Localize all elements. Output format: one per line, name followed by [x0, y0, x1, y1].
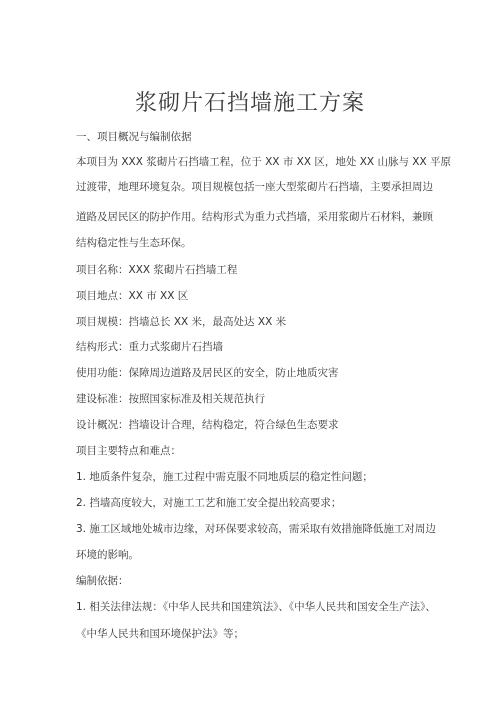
section-heading: 一、项目概况与编制依据: [76, 131, 192, 143]
info-structure-form: 结构形式：重力式浆砌片石挡墙: [76, 341, 223, 353]
intro-line: 本项目为 XXX 浆砌片石挡墙工程，位于 XX 市 XX 区，地处 XX 山脉与 XX 平原: [76, 156, 451, 168]
feature-item: 环境的影响。: [76, 549, 139, 561]
info-design: 设计概况：挡墙设计合理，结构稳定，符合绿色生态要求: [76, 419, 339, 431]
info-project-location: 项目地点：XX 市 XX 区: [76, 290, 189, 302]
basis-item: 1. 相关法律法规：《中华人民共和国建筑法》、《中华人民共和国安全生产法》、: [76, 601, 436, 613]
basis-item: 《中华人民共和国环境保护法》等；: [76, 628, 244, 640]
info-project-scale: 项目规模：挡墙总长 XX 米，最高处达 XX 米: [76, 316, 287, 328]
intro-line: 过渡带，地理环境复杂。项目规模包括一座大型浆砌片石挡墙，主要承担周边: [76, 181, 433, 193]
intro-line: 结构稳定性与生态环保。: [76, 237, 192, 249]
info-function: 使用功能：保障周边道路及居民区的安全，防止地质灾害: [76, 367, 339, 379]
feature-item: 2. 挡墙高度较大，对施工工艺和施工安全提出较高要求；: [76, 497, 342, 509]
features-heading: 项目主要特点和难点：: [76, 445, 181, 457]
document-title: 浆砌片石挡墙施工方案: [134, 91, 365, 116]
basis-heading: 编制依据：: [76, 575, 129, 587]
intro-line: 道路及居民区的防护作用。结构形式为重力式挡墙，采用浆砌片石材料，兼顾: [76, 211, 433, 223]
info-standard: 建设标准：按照国家标准及相关规范执行: [76, 393, 265, 405]
feature-item: 3. 施工区域地处城市边缘，对环保要求较高，需采取有效措施降低施工对周边: [76, 523, 436, 535]
info-project-name: 项目名称：XXX 浆砌片石挡墙工程: [76, 264, 238, 276]
feature-item: 1. 地质条件复杂，施工过程中需克服不同地质层的稳定性问题；: [76, 471, 373, 483]
